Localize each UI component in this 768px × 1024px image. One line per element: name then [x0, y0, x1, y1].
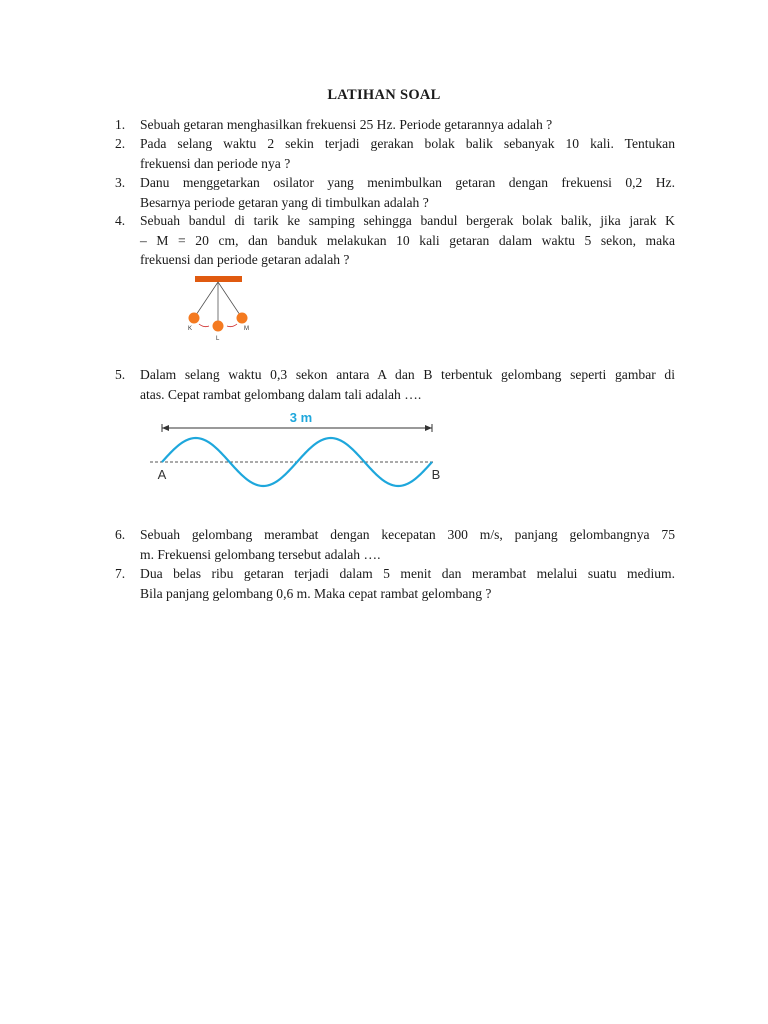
swing-arrow-left — [199, 324, 209, 327]
length-arrow-left-head — [162, 425, 169, 431]
pendulum-figure — [180, 272, 270, 344]
pendulum-string-m — [218, 282, 242, 318]
question-6 — [112, 525, 675, 564]
question-line: frekuensi dan periode getaran adalah ? — [140, 252, 350, 267]
pendulum-string-k — [194, 282, 218, 318]
question-number: 3. — [115, 175, 126, 190]
question-line: Danu menggetarkan osilator yang menimbulkan getaran dengan frekuensi 0,2 Hz. — [140, 175, 675, 190]
question-line: Besarnya periode getaran yang di timbulkan adalah ? — [140, 194, 429, 210]
question-text — [140, 134, 675, 173]
question-5 — [112, 365, 675, 404]
question-number: 5. — [115, 367, 126, 382]
wave-figure — [144, 406, 454, 490]
question-line: – M = 20 cm, dan banduk melakukan 10 kali getaran dalam waktu 5 sekon, maka — [140, 232, 675, 248]
point-b-label: B — [431, 467, 441, 482]
question-line: Pada selang waktu 2 sekin terjadi gerakan bolak balik sebanyak 10 kali. Tentukan — [140, 136, 675, 151]
question-3 — [112, 173, 675, 212]
question-line: Dalam selang waktu 0,3 sekon antara A dan B terbentuk gelombang seperti gambar di — [140, 367, 675, 382]
pendulum-bob-m — [237, 313, 248, 324]
question-number: 6. — [115, 527, 126, 542]
pendulum-bob-k — [189, 313, 200, 324]
question-text — [140, 525, 675, 564]
label-k: K — [188, 326, 193, 332]
wave-length-label: 3 m — [289, 410, 313, 425]
question-number: 1. — [115, 117, 126, 132]
pendulum-bob-l — [213, 321, 224, 332]
label-m: M — [244, 326, 249, 332]
question-line: Dua belas ribu getaran terjadi dalam 5 menit dan merambat melalui suatu medium. — [140, 566, 675, 581]
point-a-label: A — [157, 467, 167, 482]
question-line: frekuensi dan periode nya ? — [140, 155, 291, 171]
question-text — [140, 564, 675, 603]
question-line: atas. Cepat rambat gelombang dalam tali adalah …. — [140, 386, 422, 402]
label-l: L — [216, 336, 220, 342]
question-line: Sebuah gelombang merambat dengan kecepatan 300 m/s, panjang gelombangnya 75 — [140, 527, 675, 542]
question-2 — [112, 134, 675, 173]
question-1 — [112, 115, 675, 135]
question-7 — [112, 564, 675, 603]
question-line: Sebuah bandul di tarik ke samping sehingga bandul bergerak bolak balik, jika jarak K — [140, 213, 675, 228]
question-4 — [112, 211, 675, 270]
question-line: Sebuah getaran menghasilkan frekuensi 25 Hz. Periode getarannya adalah ? — [140, 117, 553, 132]
question-text — [140, 173, 675, 212]
pendulum-support-bar — [195, 276, 242, 282]
length-arrow-right-head — [425, 425, 432, 431]
question-text — [140, 211, 675, 270]
swing-arrow-right — [227, 324, 237, 327]
question-line: m. Frekuensi gelombang tersebut adalah …. — [140, 546, 381, 562]
page-title: LATIHAN SOAL — [327, 87, 441, 103]
question-text — [140, 115, 675, 135]
question-number: 2. — [115, 136, 126, 151]
question-number: 4. — [115, 213, 126, 228]
question-line: Bila panjang gelombang 0,6 m. Maka cepat rambat gelombang ? — [140, 585, 492, 601]
question-text — [140, 365, 675, 404]
question-number: 7. — [115, 566, 126, 581]
